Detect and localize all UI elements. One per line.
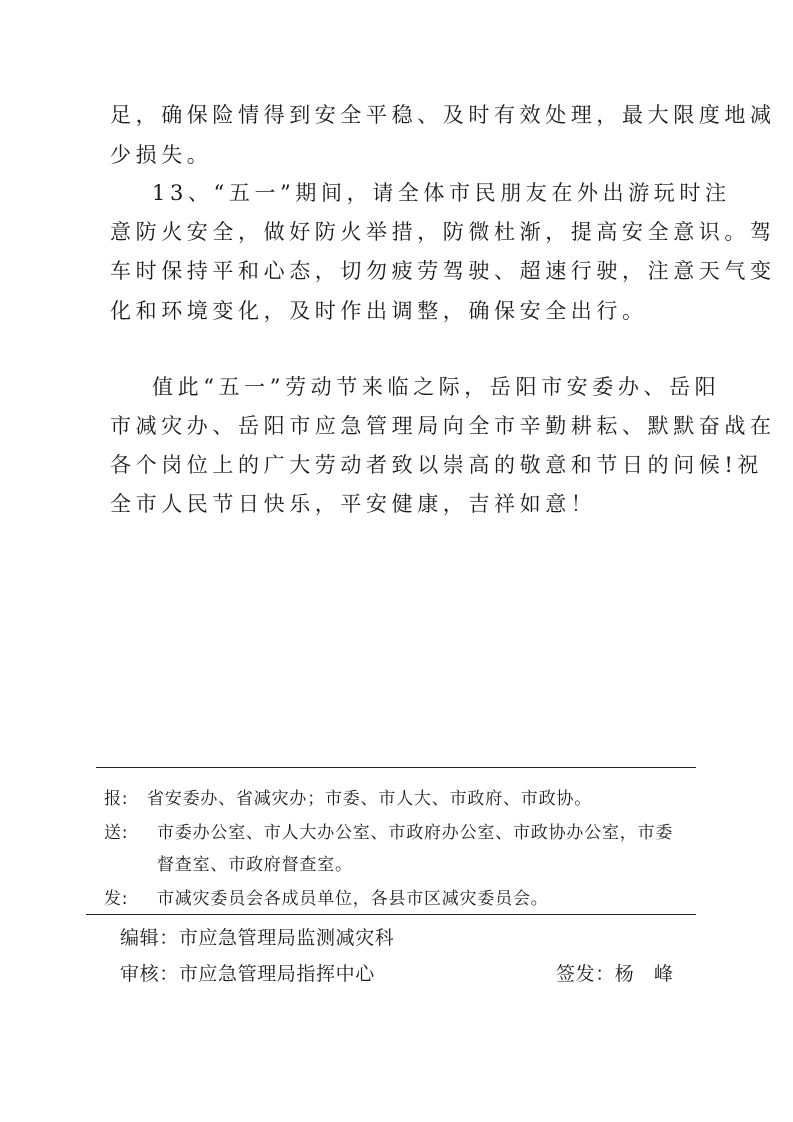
greeting-line-2: 市减灾办、岳阳市应急管理局向全市辛勤耕耘、默默奋战在 (110, 414, 776, 438)
distribution-bottom-rule (86, 914, 696, 915)
item13-line-1: 13、“五一”期间，请全体市民朋友在外出游玩时注 (152, 181, 731, 205)
issue-recipients: 市减灾委员会各成员单位，各县市区减灾委员会。 (157, 889, 549, 909)
send-recipients-line-2: 督查室、市政府督查室。 (157, 855, 353, 875)
item13-line-4: 化和环境变化，及时作出调整，确保安全出行。 (110, 299, 648, 323)
issue-label: 发: (104, 889, 129, 909)
continuation-line-1: 足，确保险情得到安全平稳、及时有效处理，最大限度地减 (110, 103, 776, 127)
item13-line-2: 意防火安全，做好防火举措，防微杜渐，提高安全意识。驾 (110, 220, 776, 244)
greeting-line-1: 值此“五一”劳动节来临之际，岳阳市安委办、岳阳 (152, 375, 721, 399)
distribution-top-rule (96, 767, 696, 768)
signer-credit: 签发：杨 峰 (556, 963, 674, 985)
report-label: 报: (104, 789, 129, 809)
greeting-line-3: 各个岗位上的广大劳动者致以崇高的敬意和节日的问候!祝 (110, 453, 764, 477)
reviewer-credit: 审核：市应急管理局指挥中心 (120, 963, 375, 985)
send-label: 送: (104, 823, 129, 843)
send-recipients-line-1: 市委办公室、市人大办公室、市政府办公室、市政协办公室，市委 (157, 823, 674, 843)
editor-credit: 编辑：市应急管理局监测减灾科 (120, 927, 395, 949)
report-recipients: 省安委办、省减灾办；市委、市人大、市政府、市政协。 (147, 789, 592, 809)
continuation-line-2: 少损失。 (110, 143, 213, 167)
greeting-line-4: 全市人民节日快乐，平安健康，吉祥如意！ (110, 492, 597, 516)
item13-line-3: 车时保持平和心态，切勿疲劳驾驶、超速行驶，注意天气变 (110, 259, 776, 283)
